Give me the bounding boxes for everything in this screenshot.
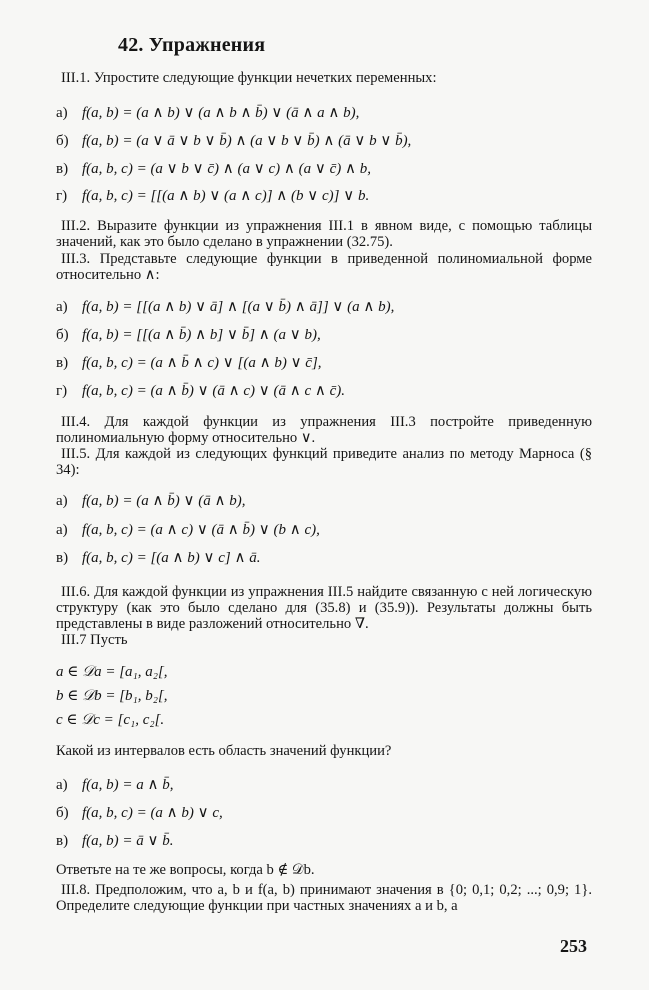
exercise-7-item-c	[56, 831, 616, 850]
item-label: а)	[56, 777, 68, 793]
exercise-5-item-a	[56, 491, 616, 510]
formula: f(a, b, c) = [[(a ∧ b) ∨ (a ∧ c)] ∧ (b ∨ c)] ∨ b.	[82, 188, 370, 204]
formula: f(a, b) = a ∧ b̄,	[82, 777, 174, 793]
formula: f(a, b) = (a ∨ ā ∨ b ∨ b̄) ∧ (a ∨ b ∨ b̄) ∧ (ā ∨ b ∨ b̄),	[82, 133, 412, 149]
domain-b: b ∈ 𝒟b = [b₁, b₂[,	[56, 688, 168, 704]
formula: f(a, b) = [[(a ∧ b̄) ∧ b] ∨ b̄] ∧ (a ∨ b),	[82, 327, 321, 343]
item-label: а)	[56, 522, 68, 538]
formula: f(a, b, c) = (a ∧ b̄ ∧ c) ∨ [(a ∧ b) ∨ c̄],	[82, 355, 322, 371]
exercise-7-intro: III.7 Пусть	[61, 632, 128, 648]
formula: f(a, b, c) = (a ∧ c) ∨ (ā ∧ b̄) ∨ (b ∧ c),	[82, 522, 320, 538]
item-label: г)	[56, 188, 68, 204]
domain-c: c ∈ 𝒟c = [c₁, c₂[.	[56, 712, 165, 728]
exercise-2-text: III.2. Выразите функции из упражнения III.1 в явном виде, с помощью таблицы значений, как это было сделано в упражнении (32.75).	[56, 218, 592, 250]
exercise-5-item-b	[56, 520, 616, 539]
exercise-3-item-a	[56, 297, 616, 316]
formula: f(a, b, c) = (a ∧ b) ∨ c,	[82, 805, 223, 821]
exercise-1-item-c	[56, 159, 616, 178]
item-label: в)	[56, 161, 69, 177]
section-heading: 42. Упражнения	[118, 34, 266, 56]
item-label: б)	[56, 805, 69, 821]
formula: f(a, b) = (a ∧ b) ∨ (a ∧ b ∧ b̄) ∨ (ā ∧ a ∧ b),	[82, 105, 360, 121]
exercise-6-text: III.6. Для каждой функции из упражнения III.5 найдите связанную с ней логическую структуру (как это было сделано для (35.8) и (35.9)). Результаты должны быть представлены в виде разложений относительно ∇.	[56, 584, 592, 632]
exercise-1-item-a	[56, 103, 616, 122]
exercise-8-text: III.8. Предположим, что a, b и f(a, b) принимают значения в {0; 0,1; 0,2; ...; 0,9; 1}. Определите следующие функции при частных значениях a и b, а	[56, 882, 592, 914]
item-label: б)	[56, 133, 69, 149]
exercise-7-item-a	[56, 775, 616, 794]
exercise-1-item-d	[56, 186, 616, 205]
exercise-1-intro: III.1. Упростите следующие функции нечетких переменных:	[61, 70, 437, 86]
formula: f(a, b, c) = (a ∧ b̄) ∨ (ā ∧ c) ∨ (ā ∧ c ∧ c̄).	[82, 383, 346, 399]
exercise-7-question: Какой из интервалов есть область значений функции?	[56, 743, 392, 759]
item-label: в)	[56, 355, 69, 371]
exercise-4-text: III.4. Для каждой функции из упражнения III.3 постройте приведенную полиномиальную форму относительно ∨.	[56, 414, 592, 446]
item-label: в)	[56, 550, 69, 566]
page-number: 253	[560, 936, 587, 956]
exercise-3-item-c	[56, 353, 616, 372]
exercise-5-item-c	[56, 548, 616, 567]
item-label: в)	[56, 833, 69, 849]
item-label: а)	[56, 299, 68, 315]
domain-a: a ∈ 𝒟a = [a₁, a₂[,	[56, 664, 168, 680]
exercise-3-item-d	[56, 381, 616, 400]
formula: f(a, b) = ā ∨ b̄.	[82, 833, 174, 849]
exercise-7-followup: Ответьте на те же вопросы, когда b ∉ 𝒟b.	[56, 862, 315, 878]
formula: f(a, b, c) = [(a ∧ b) ∨ c] ∧ ā.	[82, 550, 261, 566]
exercise-3-intro: III.3. Представьте следующие функции в приведенной полиномиальной форме относительно ∧:	[56, 251, 592, 283]
exercise-5-intro: III.5. Для каждой из следующих функций приведите анализ по методу Марноса (§ 34):	[56, 446, 592, 478]
formula: f(a, b, c) = (a ∨ b ∨ c̄) ∧ (a ∨ c) ∧ (a ∨ c̄) ∧ b,	[82, 161, 371, 177]
item-label: г)	[56, 383, 68, 399]
item-label: б)	[56, 327, 69, 343]
exercise-3-item-b	[56, 325, 616, 344]
exercise-7-item-b	[56, 803, 616, 822]
formula: f(a, b) = [[(a ∧ b) ∨ ā] ∧ [(a ∨ b̄) ∧ ā]] ∨ (a ∧ b),	[82, 299, 395, 315]
item-label: а)	[56, 105, 68, 121]
item-label: а)	[56, 493, 68, 509]
exercise-1-item-b	[56, 131, 616, 150]
formula: f(a, b) = (a ∧ b̄) ∨ (ā ∧ b),	[82, 493, 246, 509]
